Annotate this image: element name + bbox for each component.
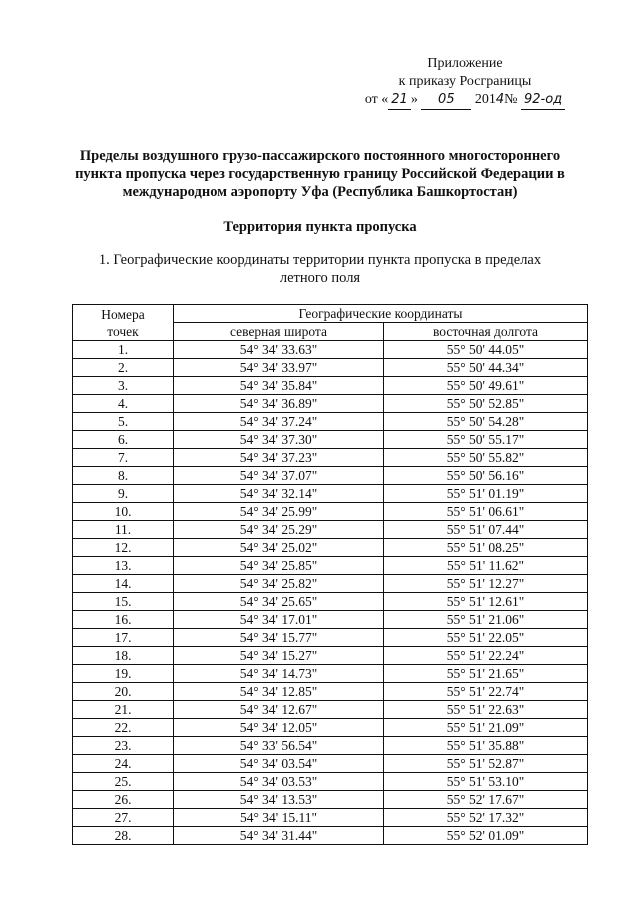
latitude-cell: 54° 34' 03.54" (174, 755, 384, 773)
document-subtitle: Территория пункта пропуска (223, 219, 417, 235)
table-row (73, 359, 588, 377)
latitude-cell: 54° 33' 56.54" (174, 737, 384, 755)
point-number-cell: 6. (73, 431, 174, 449)
order-number-label: № (504, 92, 518, 107)
date-year-prefix: 201 (474, 92, 496, 107)
section-heading: 1. Географические координаты территории пункта пропуска в пределах летного поля (98, 252, 542, 286)
point-number-cell: 18. (73, 647, 174, 665)
appendix-label: Приложение (427, 56, 503, 71)
table-row (73, 611, 588, 629)
latitude-cell: 54° 34' 15.27" (174, 647, 384, 665)
table-row (73, 557, 588, 575)
appendix-date-line (355, 91, 575, 110)
point-number-cell: 14. (73, 575, 174, 593)
table-row (73, 665, 588, 683)
latitude-cell: 54° 34' 03.53" (174, 773, 384, 791)
longitude-cell: 55° 50' 44.34" (384, 359, 588, 377)
point-number-cell: 7. (73, 449, 174, 467)
point-number-cell: 21. (73, 701, 174, 719)
order-number: 92-од (521, 91, 565, 110)
longitude-cell: 55° 51' 22.63" (384, 701, 588, 719)
appendix-block (355, 55, 575, 110)
point-number-cell: 27. (73, 809, 174, 827)
point-number-cell: 19. (73, 665, 174, 683)
point-number-cell: 20. (73, 683, 174, 701)
table-row (73, 485, 588, 503)
latitude-cell: 54° 34' 37.23" (174, 449, 384, 467)
latitude-cell: 54° 34' 37.24" (174, 413, 384, 431)
table-row (73, 521, 588, 539)
point-number-cell: 22. (73, 719, 174, 737)
table-row (73, 791, 588, 809)
longitude-cell: 55° 50' 44.05" (384, 341, 588, 359)
latitude-cell: 54° 34' 25.02" (174, 539, 384, 557)
point-number-cell: 13. (73, 557, 174, 575)
latitude-cell: 54° 34' 14.73" (174, 665, 384, 683)
table-row (73, 647, 588, 665)
point-number-cell: 12. (73, 539, 174, 557)
longitude-cell: 55° 50' 54.28" (384, 413, 588, 431)
table-row (73, 449, 588, 467)
latitude-cell: 54° 34' 32.14" (174, 485, 384, 503)
latitude-cell: 54° 34' 33.97" (174, 359, 384, 377)
latitude-cell: 54° 34' 15.77" (174, 629, 384, 647)
table-row (73, 719, 588, 737)
longitude-cell: 55° 51' 22.05" (384, 629, 588, 647)
date-day: 21 (388, 91, 411, 110)
point-number-cell: 10. (73, 503, 174, 521)
longitude-cell: 55° 51' 52.87" (384, 755, 588, 773)
table-row (73, 467, 588, 485)
latitude-cell: 54° 34' 37.30" (174, 431, 384, 449)
longitude-cell: 55° 52' 17.32" (384, 809, 588, 827)
longitude-cell: 55° 52' 17.67" (384, 791, 588, 809)
table-row (73, 683, 588, 701)
longitude-cell: 55° 50' 56.16" (384, 467, 588, 485)
table-row (73, 827, 588, 845)
latitude-cell: 54° 34' 25.65" (174, 593, 384, 611)
longitude-cell: 55° 51' 35.88" (384, 737, 588, 755)
header-longitude: восточная долгота (384, 323, 588, 341)
point-number-cell: 9. (73, 485, 174, 503)
latitude-cell: 54° 34' 37.07" (174, 467, 384, 485)
longitude-cell: 55° 51' 22.74" (384, 683, 588, 701)
table-row (73, 737, 588, 755)
table-row (73, 377, 588, 395)
latitude-cell: 54° 34' 15.11" (174, 809, 384, 827)
longitude-cell: 55° 51' 06.61" (384, 503, 588, 521)
point-number-cell: 5. (73, 413, 174, 431)
header-point-number-line1: Номера (101, 306, 145, 322)
latitude-cell: 54° 34' 33.63" (174, 341, 384, 359)
latitude-cell: 54° 34' 25.82" (174, 575, 384, 593)
date-quote-close: » (410, 92, 418, 107)
table-row (73, 701, 588, 719)
point-number-cell: 25. (73, 773, 174, 791)
table-row (73, 539, 588, 557)
date-month: 05 (421, 91, 471, 110)
table-row (73, 629, 588, 647)
latitude-cell: 54° 34' 31.44" (174, 827, 384, 845)
date-year-suffix: 4 (495, 92, 505, 107)
point-number-cell: 28. (73, 827, 174, 845)
latitude-cell: 54° 34' 13.53" (174, 791, 384, 809)
table-row (73, 395, 588, 413)
latitude-cell: 54° 34' 25.99" (174, 503, 384, 521)
point-number-cell: 23. (73, 737, 174, 755)
longitude-cell: 55° 51' 08.25" (384, 539, 588, 557)
point-number-cell: 3. (73, 377, 174, 395)
table-row (73, 503, 588, 521)
latitude-cell: 54° 34' 17.01" (174, 611, 384, 629)
longitude-cell: 55° 51' 12.27" (384, 575, 588, 593)
latitude-cell: 54° 34' 25.85" (174, 557, 384, 575)
point-number-cell: 24. (73, 755, 174, 773)
coordinates-body (73, 341, 588, 845)
point-number-cell: 2. (73, 359, 174, 377)
longitude-cell: 55° 51' 21.65" (384, 665, 588, 683)
point-number-cell: 4. (73, 395, 174, 413)
longitude-cell: 55° 50' 55.17" (384, 431, 588, 449)
point-number-cell: 17. (73, 629, 174, 647)
latitude-cell: 54° 34' 36.89" (174, 395, 384, 413)
table-row (73, 809, 588, 827)
point-number-cell: 8. (73, 467, 174, 485)
point-number-cell: 1. (73, 341, 174, 359)
table-row (73, 773, 588, 791)
longitude-cell: 55° 51' 12.61" (384, 593, 588, 611)
latitude-cell: 54° 34' 12.85" (174, 683, 384, 701)
table-row (73, 575, 588, 593)
table-row (73, 755, 588, 773)
header-point-number (73, 305, 174, 341)
latitude-cell: 54° 34' 12.05" (174, 719, 384, 737)
latitude-cell: 54° 34' 12.67" (174, 701, 384, 719)
latitude-cell: 54° 34' 25.29" (174, 521, 384, 539)
header-latitude: северная широта (174, 323, 384, 341)
longitude-cell: 55° 51' 53.10" (384, 773, 588, 791)
longitude-cell: 55° 50' 49.61" (384, 377, 588, 395)
point-number-cell: 26. (73, 791, 174, 809)
table-row (73, 431, 588, 449)
longitude-cell: 55° 50' 55.82" (384, 449, 588, 467)
point-number-cell: 16. (73, 611, 174, 629)
point-number-cell: 11. (73, 521, 174, 539)
longitude-cell: 55° 50' 52.85" (384, 395, 588, 413)
longitude-cell: 55° 51' 21.06" (384, 611, 588, 629)
document-title: Пределы воздушного грузо-пассажирского постоянного многостороннего пункта пропуска через государственную границу Российской Федерации в международном аэропорту Уфа (Республика Башкортостан) (75, 148, 565, 200)
date-prefix: от « (364, 92, 389, 107)
longitude-cell: 55° 51' 01.19" (384, 485, 588, 503)
longitude-cell: 55° 51' 21.09" (384, 719, 588, 737)
point-number-cell: 15. (73, 593, 174, 611)
longitude-cell: 55° 51' 11.62" (384, 557, 588, 575)
header-point-number-line2: точек (107, 323, 139, 339)
longitude-cell: 55° 52' 01.09" (384, 827, 588, 845)
longitude-cell: 55° 51' 22.24" (384, 647, 588, 665)
appendix-order-ref: к приказу Росграницы (398, 74, 532, 89)
longitude-cell: 55° 51' 07.44" (384, 521, 588, 539)
table-row (73, 593, 588, 611)
table-row (73, 413, 588, 431)
latitude-cell: 54° 34' 35.84" (174, 377, 384, 395)
table-row (73, 341, 588, 359)
coordinates-table (72, 304, 588, 845)
header-geo-coords: Географические координаты (174, 305, 588, 323)
